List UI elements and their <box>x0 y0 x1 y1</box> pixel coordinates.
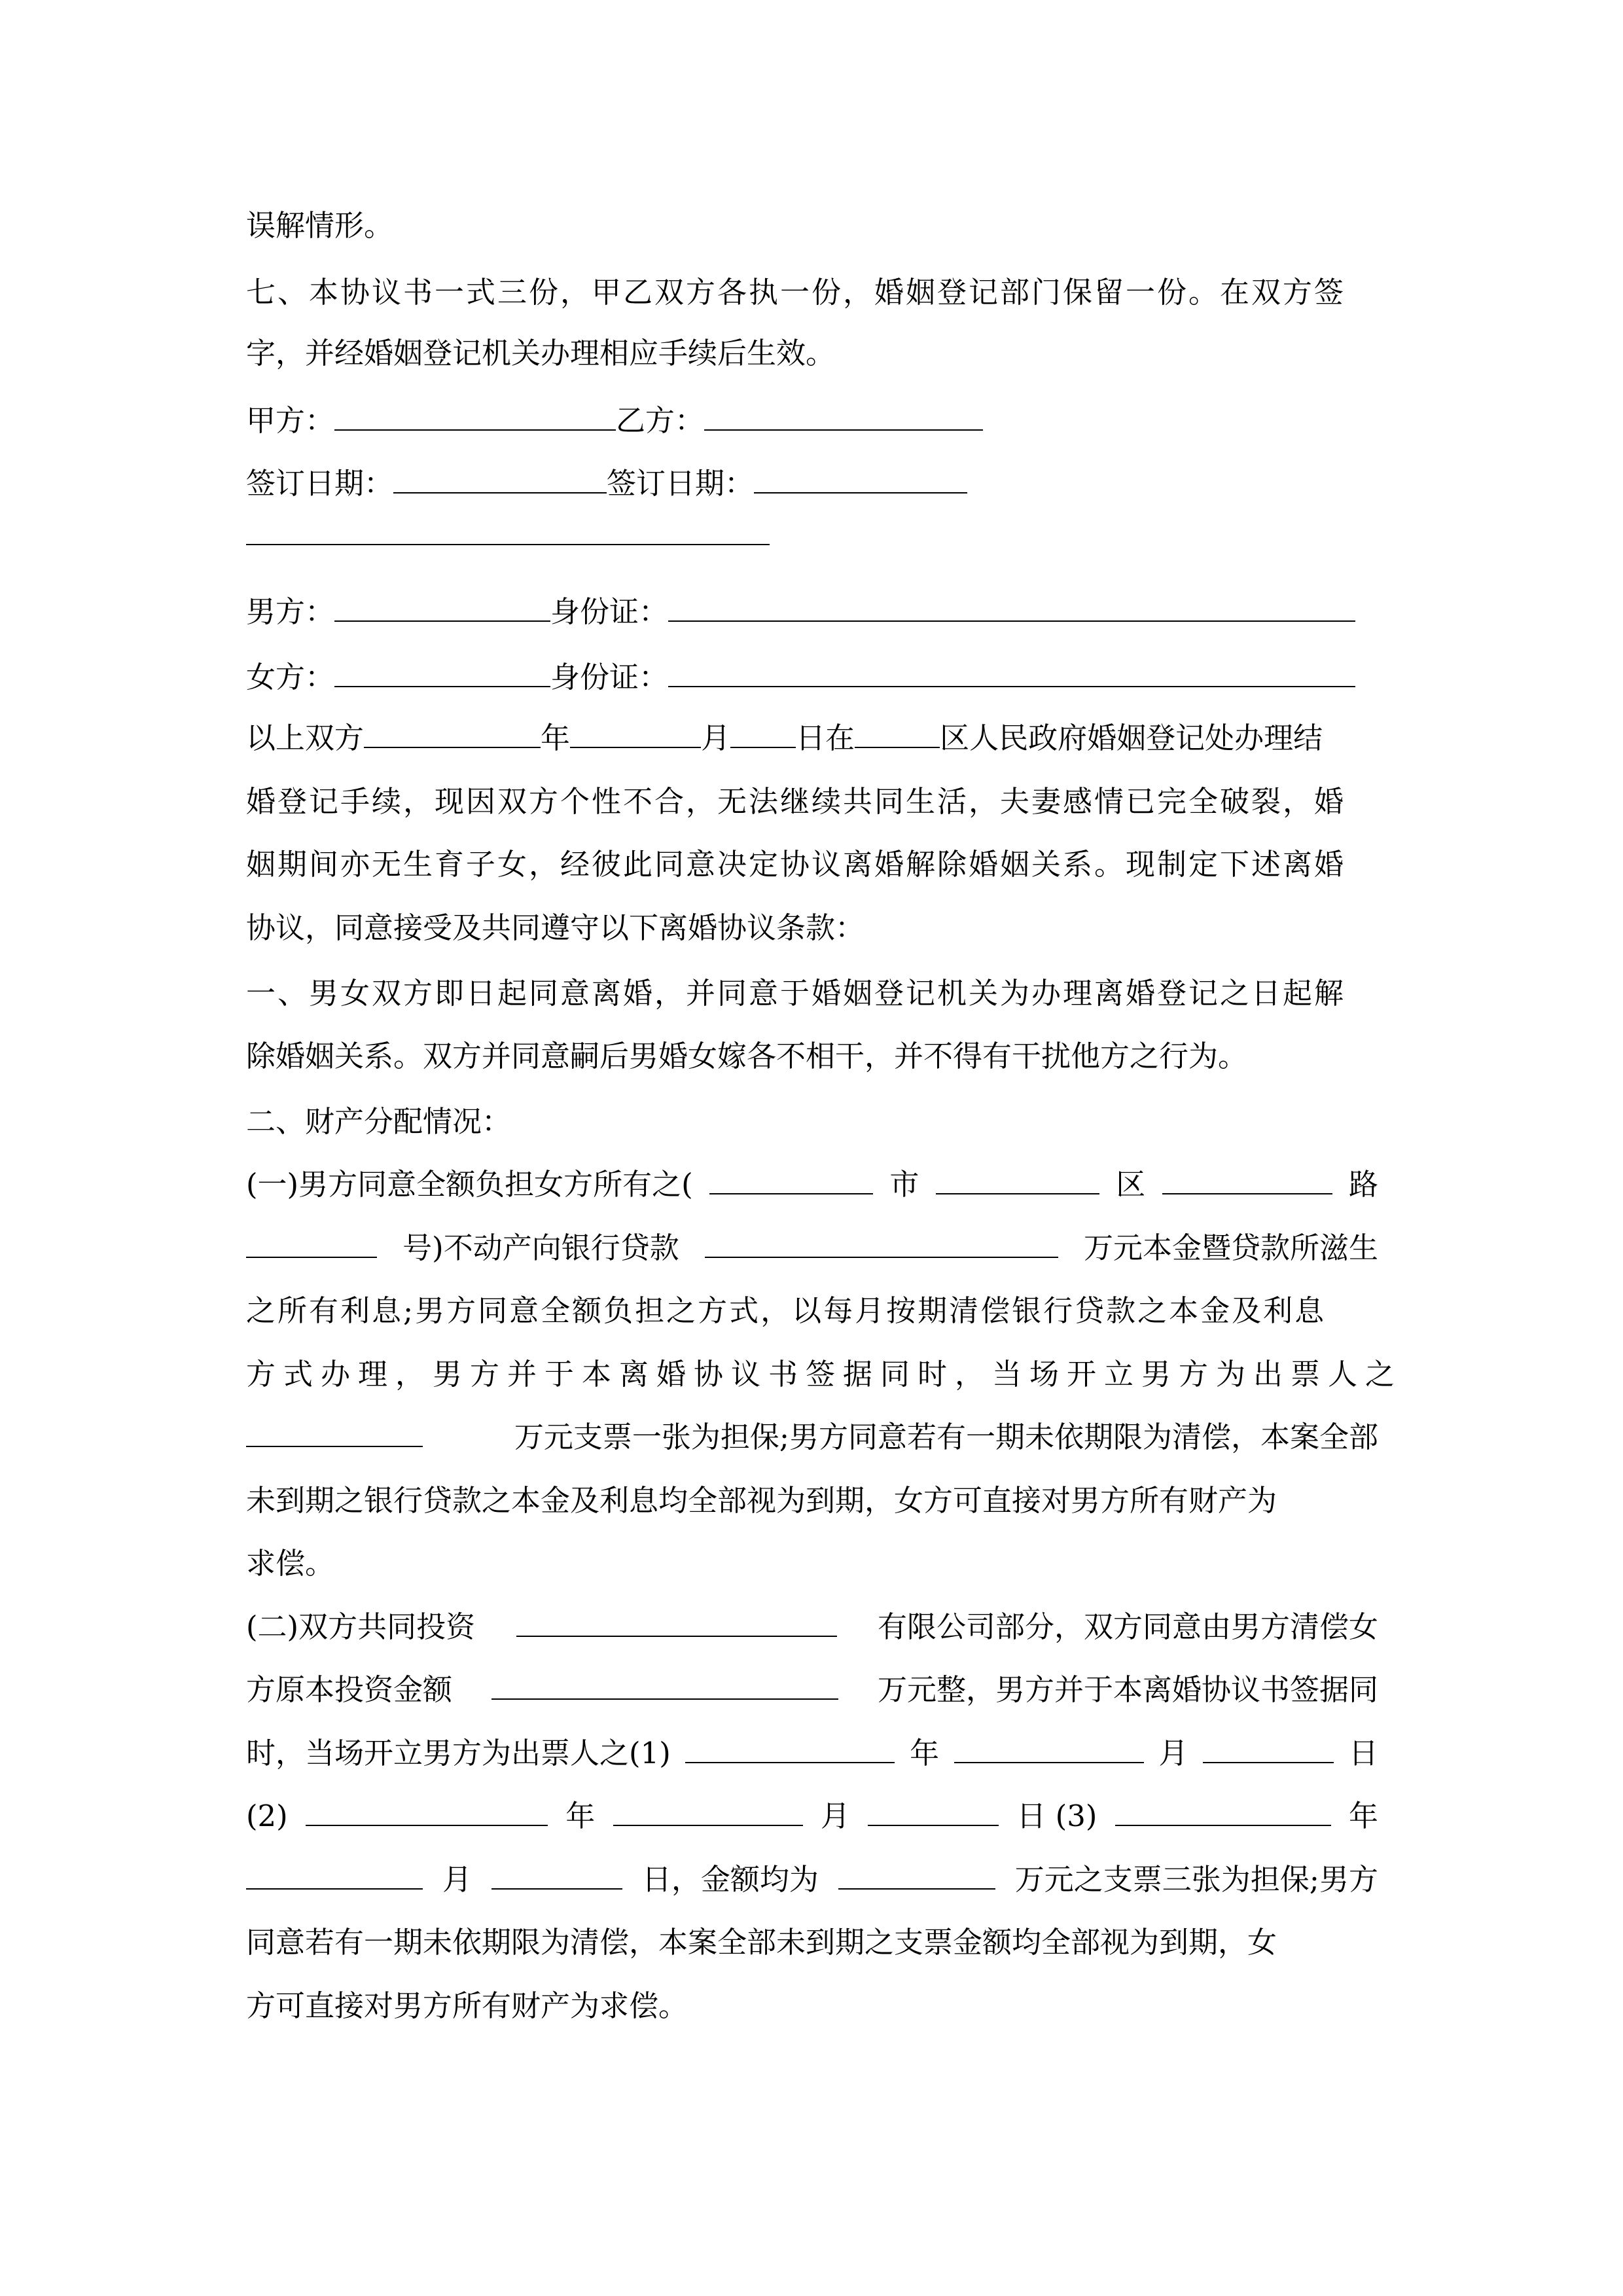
signing-date-blank-a <box>393 466 607 493</box>
text-line: 同意若有一期未依期限为清偿，本案全部未到期之支票金额均全部视为到期，女 <box>246 1925 1277 1960</box>
male-id-blank <box>668 594 1355 622</box>
female-id-blank <box>668 660 1355 687</box>
male-label: 男方： <box>246 594 335 629</box>
check-dates-line: (2) 年 月 日 (3) 年 <box>246 1799 1378 1833</box>
party-a-blank <box>334 403 616 431</box>
text-line: 协议，同意接受及共同遵守以下离婚协议条款： <box>246 910 865 945</box>
signing-date-line <box>246 460 1378 507</box>
property-item-2-line: (二)双方共同投资 有限公司部分，双方同意由男方清偿女 <box>246 1609 1378 1644</box>
party-a-b-signature-line <box>246 397 1378 444</box>
female-party-line <box>246 654 1378 701</box>
text-line: 方可直接对男方所有财产为求偿。 <box>246 1988 688 2023</box>
property-item-1-line: 号)不动产向银行贷款 万元本金暨贷款所滋生 <box>246 1225 1378 1272</box>
party-a-label: 甲方： <box>246 403 335 438</box>
female-name-blank <box>334 660 550 687</box>
property-item-1-line: (一)男方同意全额负担女方所有之( 市 区 路 <box>246 1167 1378 1202</box>
male-name-blank <box>334 594 550 622</box>
property-item-2-line: 方原本投资金额 万元整，男方并于本离婚协议书签据同 <box>246 1672 1378 1707</box>
text-line: 之所有利息;男方同意全额负担之方式，以每月按期清偿银行贷款之本金及利息 <box>246 1293 1327 1328</box>
text-line: 误解情形。 <box>246 208 394 243</box>
clause-1-line-1: 一、男女双方即日起同意离婚，并同意于婚姻登记机关为办理离婚登记之日起解 <box>246 976 1346 1011</box>
female-label: 女方： <box>246 660 335 694</box>
clause-7-line-2: 字，并经婚姻登记机关办理相应手续后生效。 <box>246 336 836 370</box>
clause-1-line-2: 除婚姻关系。双方并同意嗣后男婚女嫁各不相干，并不得有干扰他方之行为。 <box>246 1039 1248 1073</box>
clause-7-line-1: 七、本协议书一式三份，甲乙双方各执一份，婚姻登记部门保留一份。在双方签 <box>246 275 1346 310</box>
party-b-label: 乙方： <box>616 403 705 438</box>
female-id-label: 身份证： <box>550 660 669 694</box>
signing-date-label-a: 签订日期： <box>246 466 394 501</box>
male-id-label: 身份证： <box>550 594 669 629</box>
signing-date-label-b: 签订日期： <box>607 466 755 501</box>
section-divider <box>246 544 770 545</box>
check-dates-line: 时，当场开立男方为出票人之(1) 年 月 日 <box>246 1736 1378 1770</box>
signing-date-blank-b <box>754 466 967 493</box>
registration-line: 以上双方 年 月 日在 区人民政府婚姻登记处办理结 <box>246 721 1323 755</box>
male-party-line <box>246 588 1378 636</box>
text-line: 婚登记手续，现因双方个性不合，无法继续共同生活，夫妻感情已完全破裂，婚 <box>246 784 1346 819</box>
party-b-blank <box>704 403 983 431</box>
text-line: 求偿。 <box>246 1546 335 1581</box>
text-line: 未到期之银行贷款之本金及利息均全部视为到期，女方可直接对男方所有财产为 <box>246 1483 1277 1518</box>
text-line: 方式办理，男方并于本离婚协议书签据同时，当场开立男方为出票人之 <box>246 1357 1403 1391</box>
section-heading: 二、财产分配情况： <box>246 1104 512 1139</box>
text-line: 万元支票一张为担保;男方同意若有一期未依期限为清偿，本案全部 <box>246 1414 1378 1461</box>
check-amount-line: 月 日，金额均为 万元之支票三张为担保;男方 <box>246 1856 1378 1903</box>
text-line: 姻期间亦无生育子女，经彼此同意决定协议离婚解除婚姻关系。现制定下述离婚 <box>246 847 1346 882</box>
